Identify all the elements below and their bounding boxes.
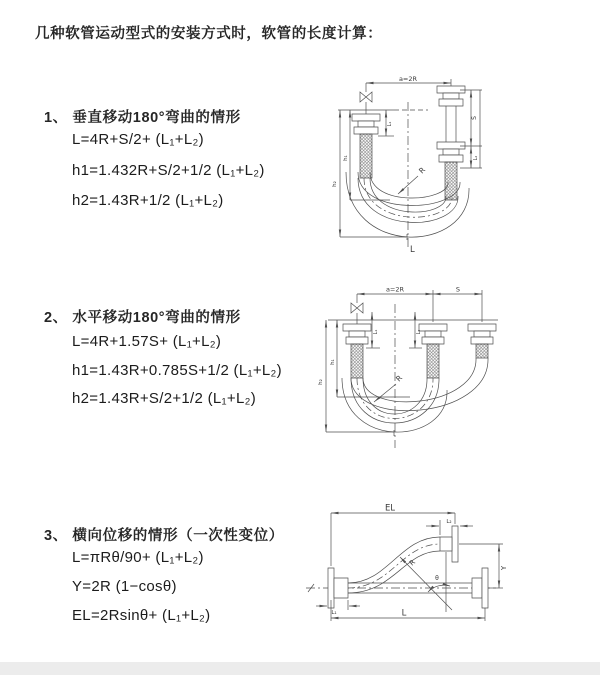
dim-label-s: S [471,116,478,120]
footer-strip [0,662,600,675]
dim-label-y: Y [500,565,508,571]
diagram-1-vertical-180-bend [314,72,586,262]
radius-label: R [407,558,417,568]
radius-label: R [394,373,405,384]
right-lower-flange [437,142,465,162]
middle-flange [419,324,447,344]
dim-label-l2: L₂ [416,329,422,335]
valve-icon [360,83,372,114]
left-flange [343,324,371,344]
right-flange [468,324,496,344]
section-2-heading: 2、 水平移动180°弯曲的情形 [44,310,241,326]
dim-label-h1: h₁ [343,155,349,161]
section-2-formula-L: L=4R+1.57S+ (L₁+L₂) [72,333,222,350]
upper-flange [440,526,458,562]
diagram-3-lateral-displacement [300,500,600,655]
page-title: 几种软管运动型式的安装方式时，软管的长度计算： [35,26,383,42]
left-flange [352,114,380,134]
section-1-heading: 1、 垂直移动180°弯曲的情形 [44,110,241,126]
dim-label-l: L [401,608,407,619]
left-hose-braid [360,134,372,178]
right-hose-braid [476,344,488,358]
dim-label-s: S [455,285,461,294]
dim-label-h1: h₁ [330,359,336,365]
dim-label-l2: L₂ [473,155,479,161]
dim-label-l1: L₁ [373,329,379,335]
right-upper-flange [437,86,465,106]
dim-label-l2: L₂ [446,519,452,525]
section-2-formula-h1: h1=1.43R+0.785S+1/2 (L₁+L₂) [72,362,282,379]
section-3-formula-EL: EL=2Rsinθ+ (L₁+L₂) [72,607,211,624]
valve-icon [351,294,363,324]
dim-label-l1: L₁ [387,121,393,127]
dim-label-el: EL [384,503,396,514]
dim-label-h2: h₂ [332,181,338,187]
middle-hose-braid [427,344,439,378]
section-1-formula-h2: h2=1.43R+1/2 (L₁+L₂) [72,192,224,209]
diagram-2-horizontal-180-bend [310,282,600,457]
length-label: L [410,245,415,255]
hose-s-curve [348,537,440,593]
right-hose-braid [445,162,457,200]
dim-label-l1: L₁ [331,610,337,616]
radius-line [400,557,452,610]
section-1-formula-L: L=4R+S/2+ (L₁+L₂) [72,131,204,148]
left-hose-braid [351,344,363,378]
section-1-formula-h1: h1=1.432R+S/2+1/2 (L₁+L₂) [72,162,265,179]
section-3-heading: 3、 横向位移的情形（一次性变位） [44,528,284,544]
angle-label: θ [435,575,439,582]
section-2-formula-h2: h2=1.43R+S/2+1/2 (L₁+L₂) [72,390,257,407]
dim-label-a2r: a=2R [398,75,418,83]
dim-label-h2: h₂ [318,379,324,385]
radius-label: R [417,165,428,176]
section-3-formula-Y: Y=2R (1−cosθ) [72,578,177,595]
right-flange [472,568,488,608]
section-3-formula-L: L=πRθ/90+ (L₁+L₂) [72,549,204,566]
dim-label-a2r: a=2R [385,285,405,294]
